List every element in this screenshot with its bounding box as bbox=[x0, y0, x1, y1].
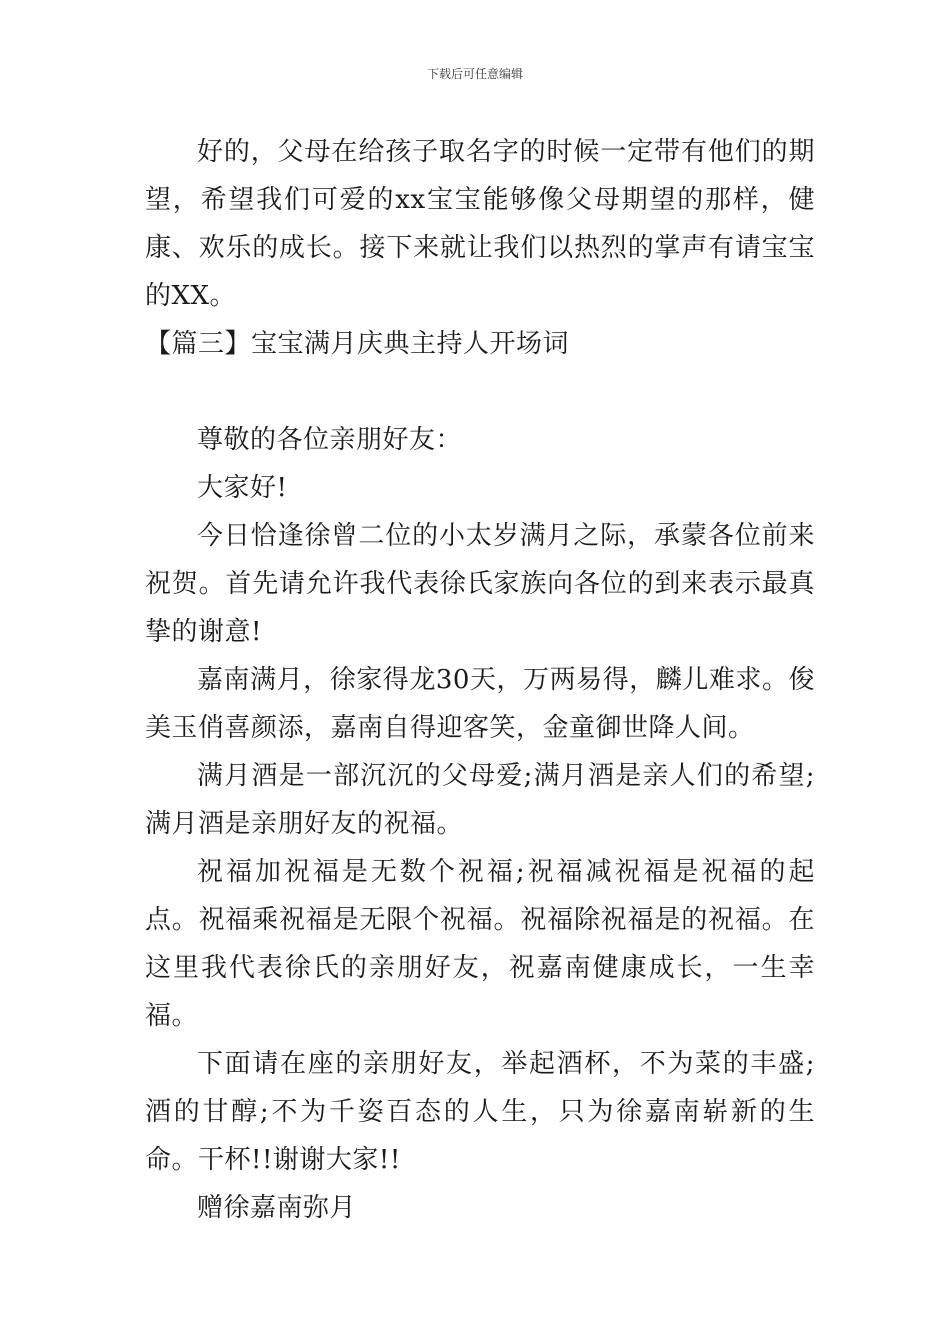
paragraph-toast: 下面请在座的亲朋好友，举起酒杯，不为菜的丰盛;酒的甘醇;不为千姿百态的人生，只为徐嘉南崭新的生命。干杯!!谢谢大家!! bbox=[145, 1049, 815, 1175]
paragraph-blessings: 祝福加祝福是无数个祝福;祝福减祝福是祝福的起点。祝福乘祝福是无限个祝福。祝福除祝福是的祝福。在这里我代表徐氏的亲朋好友，祝嘉南健康成长，一生幸福。 bbox=[145, 857, 815, 1031]
paragraph-full-month-wine: 满月酒是一部沉沉的父母爱;满月酒是亲人们的希望;满月酒是亲朋好友的祝福。 bbox=[145, 761, 815, 839]
paragraph-welcome: 今日恰逢徐曾二位的小太岁满月之际，承蒙各位前来祝贺。首先请允许我代表徐氏家族向各位的到来表示最真挚的谢意! bbox=[145, 521, 815, 647]
paragraph-poem-title: 赠徐嘉南弥月 bbox=[197, 1193, 357, 1223]
paragraph-intro-closing: 好的，父母在给孩子取名字的时候一定带有他们的期望，希望我们可爱的xx宝宝能够像父母期望的那样，健康、欢乐的成长。接下来就让我们以热烈的掌声有请宝宝的XX。 bbox=[145, 137, 815, 311]
document-body bbox=[145, 128, 815, 1232]
paragraph-salutation: 尊敬的各位亲朋好友： bbox=[197, 425, 463, 455]
page-header-note: 下载后可任意编辑 bbox=[426, 67, 523, 81]
paragraph-celebration: 嘉南满月，徐家得龙30天，万两易得，麟儿难求。俊美玉俏喜颜添，嘉南自得迎客笑，金童御世降人间。 bbox=[145, 665, 815, 743]
blank-line bbox=[145, 368, 815, 416]
paragraph-greeting: 大家好! bbox=[197, 473, 288, 503]
section-heading: 【篇三】宝宝满月庆典主持人开场词 bbox=[145, 329, 570, 359]
